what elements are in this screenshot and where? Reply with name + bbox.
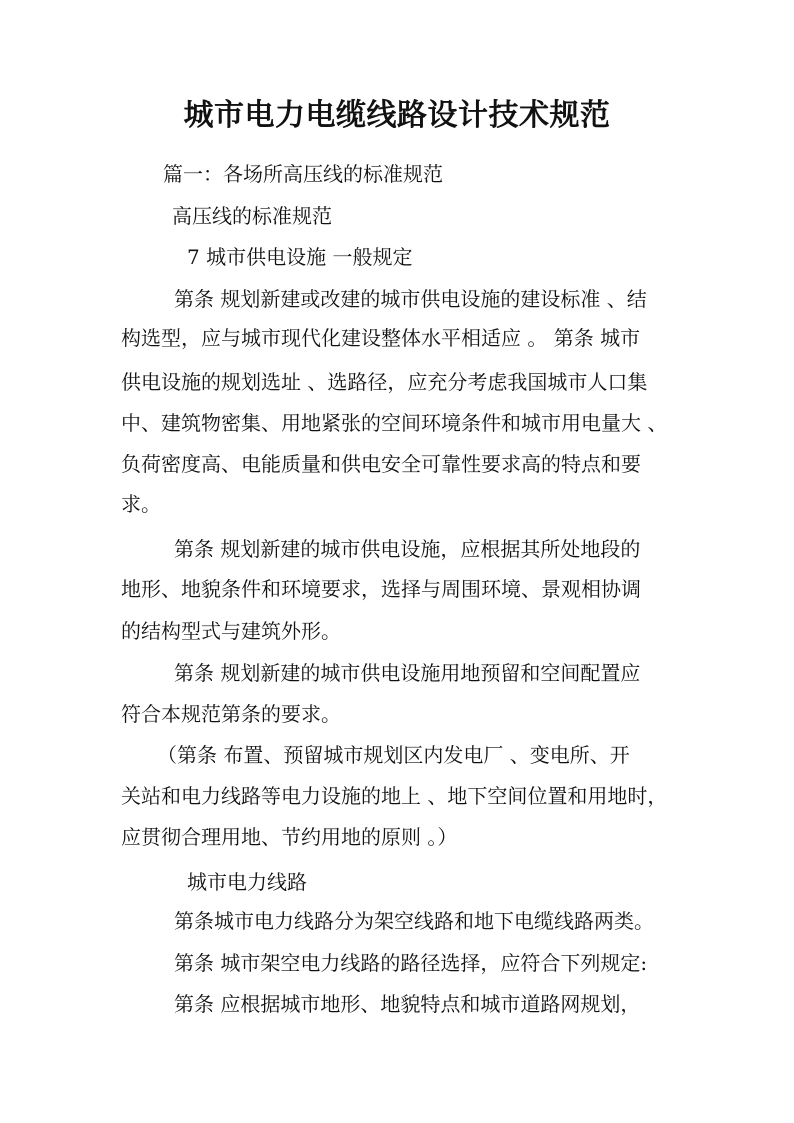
paragraph-line: 符合本规范第条的要求。	[121, 702, 341, 726]
paragraph-line: 地形、地貌条件和环境要求，选择与周围环境、景观相协调	[121, 577, 641, 601]
paragraph-line: 应贯彻合理用地、节约用地的原则 。）	[121, 825, 458, 849]
paragraph-line: 中、建筑物密集、用地紧张的空间环境条件和城市用电量大 、	[121, 411, 668, 435]
paragraph-line: 构选型，应与城市现代化建设整体水平相适应 。 第条 城市	[121, 326, 641, 350]
section-heading: 篇一：各场所高压线的标准规范	[163, 162, 443, 186]
document-title: 城市电力电缆线路设计技术规范	[183, 98, 611, 133]
paragraph-line: 第条 规划新建的城市供电设施用地预留和空间配置应	[174, 661, 641, 685]
paragraph-line: 第条 应根据城市地形、地貌特点和城市道路网规划，	[174, 992, 641, 1016]
paragraph-line: 第条 规划新建的城市供电设施，应根据其所处地段的	[174, 537, 641, 561]
paragraph-line: 供电设施的规划选址 、选路径，应充分考虑我国城市人口集	[121, 370, 648, 394]
subsection-heading: 城市电力线路	[187, 870, 307, 894]
paragraph-line: 的结构型式与建筑外形。	[121, 619, 341, 643]
chapter-heading: 7 城市供电设施 一般规定	[187, 245, 413, 269]
paragraph-line: 负荷密度高、电能质量和供电安全可靠性要求高的特点和要	[121, 452, 641, 476]
paragraph-line: （第条 布置、预留城市规划区内发电厂 、变电所、开	[157, 743, 630, 767]
subsection-heading: 高压线的标准规范	[172, 204, 332, 228]
paragraph-line: 第条城市电力线路分为架空线路和地下电缆线路两类。	[174, 909, 654, 933]
paragraph-line: 第条 规划新建或改建的城市供电设施的建设标准 、结	[174, 287, 647, 311]
paragraph-line: 第条 城市架空电力线路的路径选择，应符合下列规定:	[174, 951, 648, 975]
paragraph-line: 求。	[121, 492, 161, 516]
paragraph-line: 关站和电力线路等电力设施的地上 、地下空间位置和用地时，	[121, 784, 668, 808]
